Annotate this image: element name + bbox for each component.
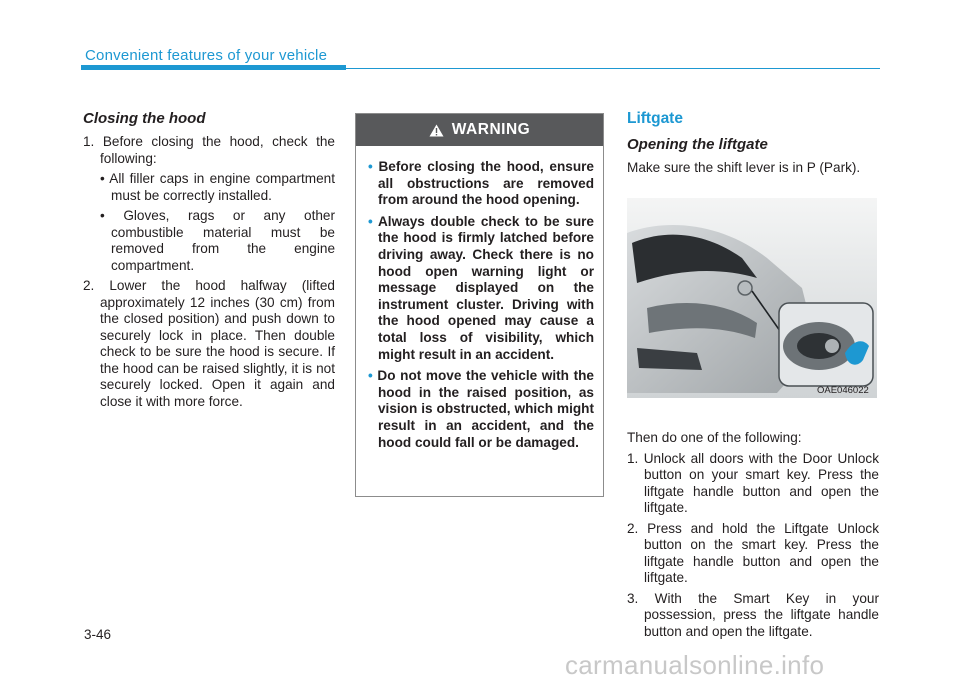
warning-item — [368, 213, 594, 363]
header-accent-bar — [81, 65, 346, 70]
closing-hood-heading: Closing the hood — [83, 110, 206, 127]
page-number: 3-46 — [84, 627, 112, 642]
figure-code: OAE046022 — [817, 385, 869, 396]
item-number: 3. — [627, 590, 639, 606]
bullet-text: All filler caps in engine compartment must be correctly installed. — [109, 171, 335, 203]
bullet-text: Gloves, rags or any other combustible material must be removed from the engine compartment. — [111, 208, 335, 273]
item-text: Lower the hood halfway (lifted approximately 12 inches (30 cm) from the closed position) and push down to securely lock in place. Then double check to be sure the hood is secure. If the hood can be raised slightly, it is not securely locked. Open it again and close it with more force. — [100, 278, 335, 409]
warning-body — [356, 146, 603, 451]
item-text: Before closing the hood, check the following: — [100, 134, 335, 166]
bullet-item: • Gloves, rags or any other combustible material must be removed from the engine compartment. — [100, 208, 335, 273]
item-number: 1. — [627, 450, 639, 466]
bullet-icon: • — [368, 159, 379, 174]
warning-text: Before closing the hood, ensure all obstructions are removed from around the hood opening. — [378, 159, 594, 208]
warning-text: Do not move the vehicle with the hood in the raised position, as vision is obstructed, which might result in an accident, and the hood could fall or be damaged. — [377, 368, 594, 450]
list-item — [627, 591, 879, 641]
warning-box — [355, 113, 604, 497]
car-rear-illustration — [627, 198, 877, 398]
warning-item — [368, 368, 594, 451]
bullet-icon: • — [368, 213, 378, 229]
header-rule — [346, 68, 880, 69]
opening-liftgate-heading: Opening the liftgate — [627, 136, 768, 153]
liftgate-photo — [627, 198, 877, 398]
item-text: With the Smart Key in your possession, press the liftgate handle button and open the liftgate. — [644, 590, 879, 639]
list-item — [627, 451, 879, 517]
warning-item — [368, 159, 594, 209]
list-item — [83, 278, 335, 410]
bullet-item: • All filler caps in engine compartment must be correctly installed. — [100, 171, 335, 203]
item-text: Unlock all doors with the Door Unlock button on your smart key. Press the liftgate handle button and open the liftgate. — [643, 450, 879, 515]
options-intro: Then do one of the following: — [627, 430, 802, 445]
warning-header — [356, 114, 603, 146]
item-number: 2. — [627, 520, 639, 536]
intro-text: Make sure the shift lever is in P (Park). — [627, 160, 861, 175]
right-column-bottom — [627, 430, 879, 644]
item-number: 2. — [83, 278, 95, 293]
warning-triangle-icon — [429, 124, 444, 137]
bullet-icon: • — [368, 368, 378, 384]
liftgate-title: Liftgate — [627, 110, 683, 127]
item-text: Press and hold the Liftgate Unlock button on the smart key. Press the liftgate handle button and open the liftgate. — [644, 520, 879, 585]
list-item — [83, 134, 335, 167]
item-number: 1. — [83, 134, 95, 149]
warning-text: Always double check to be sure the hood is firmly latched before driving away. Check there is no hood open warning light or message displayed on the instrument cluster. Driving with the hood opened may cause a total loss of visibility, which might result in an accident. — [377, 213, 594, 362]
section-header: Convenient features of your vehicle — [85, 47, 328, 64]
right-column-top — [627, 110, 879, 185]
list-item — [627, 521, 879, 587]
warning-title: WARNING — [451, 121, 531, 138]
left-column — [83, 110, 335, 414]
watermark-link[interactable]: carmanualsonline.info — [565, 650, 825, 680]
